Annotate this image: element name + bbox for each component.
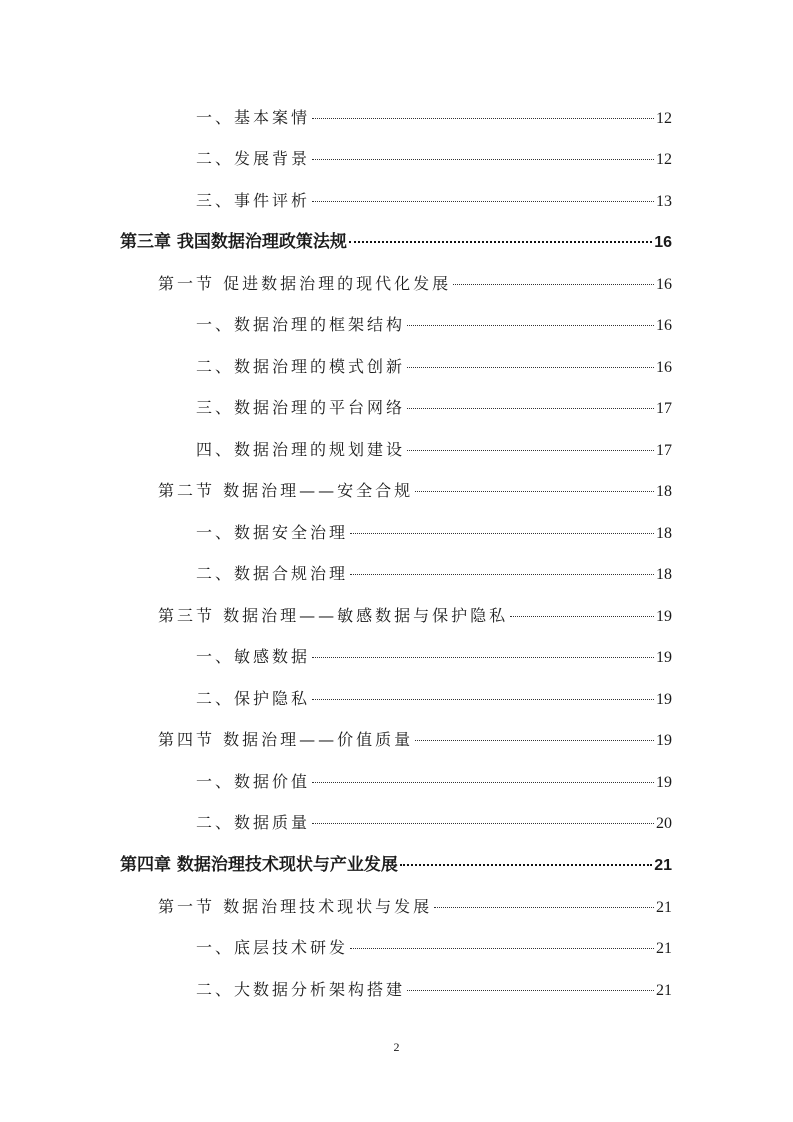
toc-entry[interactable] [196, 811, 672, 835]
toc-section-entry[interactable] [158, 272, 672, 296]
toc-entry-title: 二、保护隐私 [196, 689, 311, 708]
toc-entry-title: 一、敏感数据 [196, 647, 311, 666]
toc-entry-title: 一、底层技术研发 [196, 938, 349, 957]
toc-entry-page: 19 [656, 649, 672, 666]
toc-entry-page: 16 [656, 359, 672, 376]
dot-leader [312, 201, 654, 202]
toc-entry[interactable] [196, 936, 672, 960]
toc-chapter-entry[interactable] [120, 853, 672, 877]
toc-entry-page: 13 [656, 193, 672, 210]
dot-leader [407, 367, 654, 368]
toc-entry-page: 12 [656, 151, 672, 168]
toc-entry[interactable] [196, 562, 672, 586]
toc-entry-title: 四、数据治理的规划建设 [196, 440, 406, 459]
toc-entry-page: 19 [656, 691, 672, 708]
toc-entry-title: 三、事件评析 [196, 191, 311, 210]
toc-entry-title: 二、数据治理的模式创新 [196, 357, 406, 376]
toc-entry-title: 二、数据质量 [196, 813, 311, 832]
toc-entry-title: 一、数据治理的框架结构 [196, 315, 406, 334]
toc-entry-page: 16 [656, 317, 672, 334]
toc-section-entry[interactable] [158, 479, 672, 503]
toc-entry-page: 20 [656, 815, 672, 832]
toc-entry-title: 第三节 数据治理——敏感数据与保护隐私 [158, 606, 509, 625]
toc-entry-page: 21 [654, 857, 672, 874]
dot-leader [312, 699, 654, 700]
dot-leader [453, 284, 654, 285]
toc-entry-title: 二、数据合规治理 [196, 564, 349, 583]
toc-entry[interactable] [196, 147, 672, 171]
toc-entry-title: 第四章 数据治理技术现状与产业发展 [120, 855, 398, 875]
dot-leader [434, 907, 654, 908]
dot-leader [350, 533, 654, 534]
toc-section-entry[interactable] [158, 604, 672, 628]
toc-entry[interactable] [196, 687, 672, 711]
toc-entry[interactable] [196, 313, 672, 337]
toc-entry-page: 21 [656, 899, 672, 916]
dot-leader [400, 864, 652, 866]
dot-leader [407, 990, 654, 991]
toc-entry-title: 一、数据价值 [196, 772, 311, 791]
dot-leader [349, 241, 652, 243]
dot-leader [510, 616, 654, 617]
toc-entry[interactable] [196, 978, 672, 1002]
dot-leader [350, 948, 654, 949]
toc-chapter-entry[interactable] [120, 230, 672, 254]
dot-leader [350, 574, 654, 575]
toc-entry-page: 19 [656, 774, 672, 791]
toc-entry-page: 16 [654, 234, 672, 251]
dot-leader [312, 782, 654, 783]
toc-entry-page: 18 [656, 483, 672, 500]
dot-leader [312, 159, 654, 160]
toc-entry-page: 16 [656, 276, 672, 293]
toc-entry-page: 17 [656, 442, 672, 459]
dot-leader [312, 823, 654, 824]
toc-entry[interactable] [196, 645, 672, 669]
dot-leader [407, 408, 654, 409]
toc-entry-page: 19 [656, 608, 672, 625]
toc-entry-page: 18 [656, 525, 672, 542]
toc-entry[interactable] [196, 106, 672, 130]
toc-entry[interactable] [196, 438, 672, 462]
dot-leader [312, 657, 654, 658]
dot-leader [407, 450, 654, 451]
page-number: 2 [393, 1040, 400, 1054]
toc-entry-page: 12 [656, 110, 672, 127]
toc-entry-page: 19 [656, 732, 672, 749]
toc-entry-title: 二、发展背景 [196, 149, 311, 168]
toc-entry-page: 17 [656, 400, 672, 417]
toc-entry[interactable] [196, 189, 672, 213]
toc-entry-title: 第一节 促进数据治理的现代化发展 [158, 274, 452, 293]
toc-entry-title: 第二节 数据治理——安全合规 [158, 481, 414, 500]
toc-entry-title: 第一节 数据治理技术现状与发展 [158, 897, 433, 916]
toc-entry-title: 一、数据安全治理 [196, 523, 349, 542]
toc-entry-page: 21 [656, 982, 672, 999]
toc-entry-title: 三、数据治理的平台网络 [196, 398, 406, 417]
toc-entry[interactable] [196, 770, 672, 794]
toc-entry-title: 第三章 我国数据治理政策法规 [120, 232, 347, 252]
toc-entry[interactable] [196, 355, 672, 379]
toc-entry-page: 18 [656, 566, 672, 583]
toc-entry-title: 第四节 数据治理——价值质量 [158, 730, 414, 749]
dot-leader [407, 325, 654, 326]
toc-entry[interactable] [196, 396, 672, 420]
dot-leader [415, 491, 654, 492]
toc-section-entry[interactable] [158, 895, 672, 919]
toc-entry-page: 21 [656, 940, 672, 957]
toc-entry-title: 一、基本案情 [196, 108, 311, 127]
toc-entry-title: 二、大数据分析架构搭建 [196, 980, 406, 999]
dot-leader [312, 118, 654, 119]
toc-section-entry[interactable] [158, 728, 672, 752]
dot-leader [415, 740, 654, 741]
toc-entry[interactable] [196, 521, 672, 545]
